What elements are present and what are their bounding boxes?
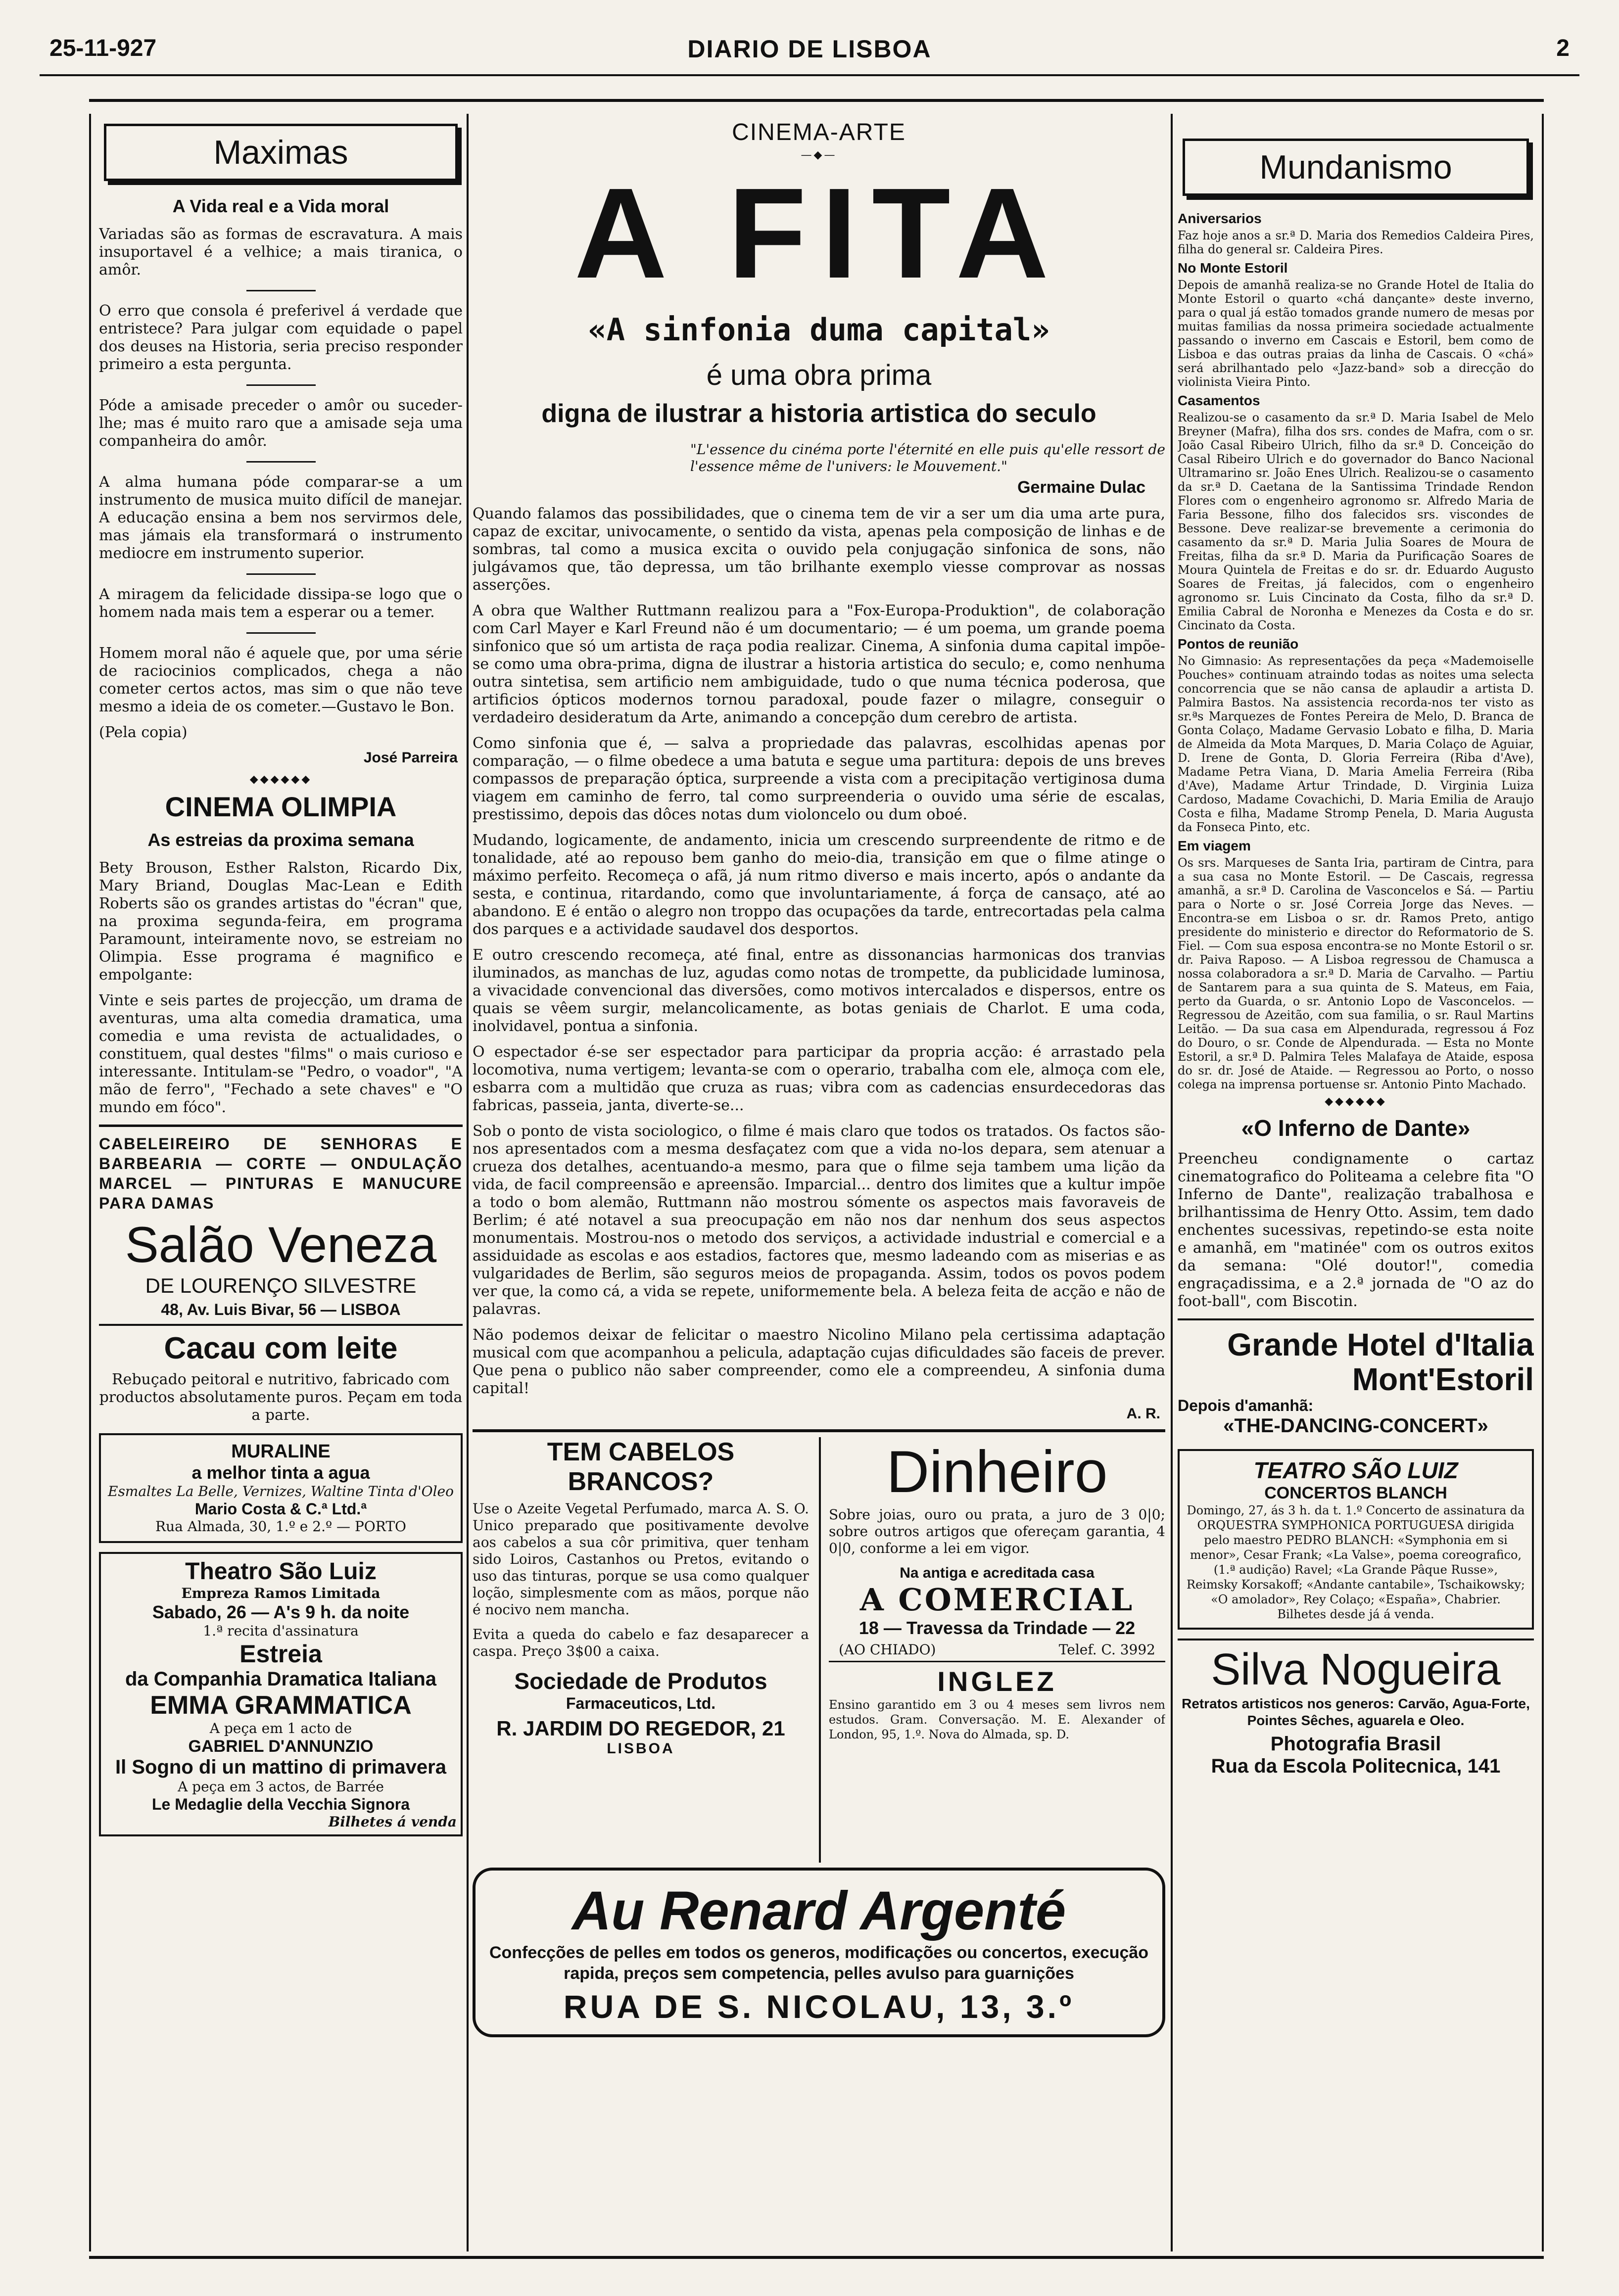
ad-ingles-text: Ensino garantido em 3 ou 4 meses sem livros nem estudos. Gram. Conversação. M. E. Alexander of London, 95, 1.º. Nova do Almada, sp. D. bbox=[829, 1698, 1165, 1741]
ad-theatro-line: GABRIEL D'ANNUNZIO bbox=[188, 1737, 374, 1756]
ad-theatro-line: da Companhia Dramatica Italiana bbox=[125, 1668, 437, 1690]
ad-theatro-line: A peça em 3 actos, de Barrée bbox=[178, 1779, 384, 1795]
maxima-paragraph: A miragem da felicidade dissipa-se logo que o homem nada mais tem a esperar ou a temer. bbox=[99, 586, 463, 621]
ad-dinheiro-phone: Telef. C. 3992 bbox=[1058, 1641, 1155, 1658]
frame-right-rule bbox=[1542, 114, 1544, 2251]
ad-cabelos-company: Sociedade de Produtos bbox=[514, 1668, 767, 1694]
section-heading: Casamentos bbox=[1178, 393, 1260, 408]
ornament: ◆◆◆◆◆◆ bbox=[1325, 1095, 1387, 1108]
left-column bbox=[99, 114, 463, 2251]
ad-cabelos-title: TEM CABELOS BRANCOS? bbox=[547, 1438, 735, 1496]
section-text: No Gimnasio: As representações da peça «Mademoiselle Pouches» continuam atraindo todas as noites uma selecta concorrencia que se não cansa de aplaudir a artista D. Palmira Bastos. Na assistencia recorda-nos ter visto as sr.ªs Marquezes de Fontes Pereira de Melo, D. Branca de Gonta Colaço, Madame Gervasio Lobato e filha, D. Maria de Almeida da Mota Marques, D. Maria Colaço de Aguiar, D. Irene de Gonta, D. Gloria Ferreira (Riba d'Ave), Madame Petra Viana, D. Maria Amelia Ferreira (Riba d'Ave), Madame Artur Trindade, D. Virginia Luiza Cardoso, Madame Covachichi, D. Maria Emilia de Araujo Costa e filha, Madame Stromp Penela, D. Maria Augusta da Fonseca Pinto, etc. bbox=[1178, 654, 1534, 834]
ad-hotel-title: Grande Hotel d'Italia bbox=[1227, 1327, 1534, 1362]
ad-theatro-line: EMMA GRAMMATICA bbox=[150, 1691, 412, 1720]
ad-theatro-line: Estreia bbox=[239, 1640, 322, 1668]
page-number: 2 bbox=[1556, 35, 1570, 61]
separator-rule bbox=[1178, 1318, 1534, 1320]
main-headline: A FITA bbox=[574, 162, 1064, 305]
headline-deck: é uma obra prima bbox=[706, 359, 932, 391]
article-paragraph: Como sinfonia que é, — salva a propriedade das palavras, escolhidas apenas por comparação, — o filme obedece a uma batuta e segue uma partitura: depois de uns breves compassos de preparação óptica, surpreende a vista com a precipitação vertiginosa duma viagem em caminho de ferro, tal como surpreenderia o ouvido uma série de escalas, prestissimo, depois das dôces notas dum violoncelo ou dum oboé. bbox=[473, 735, 1165, 823]
cinema-olimpia-subtitle: As estreias da proxima semana bbox=[147, 830, 414, 850]
ad-dinheiro-location: (AO CHIADO) bbox=[839, 1641, 936, 1658]
ad-renard-title: Au Renard Argenté bbox=[571, 1880, 1066, 1941]
article-signature: A. R. bbox=[1126, 1406, 1160, 1422]
separator bbox=[246, 632, 316, 634]
separator-rule bbox=[99, 1324, 463, 1326]
maxima-paragraph: O erro que consola é preferivel á verdade que entristece? Para julgar com equidade o papel dos deuses na Historia, seria preciso responder primeiro a esta pergunta. bbox=[99, 302, 463, 373]
article-paragraph: Mudando, logicamente, de andamento, inicia um crescendo surpreendente de ritmo e de tonalidade, até ao repouso bem ganho do meio-dia, transição em que o filme atinge o máximo perfeito. Recomeça o afã, já num ritmo diverso e mais incerto, após o andante da sesta, e continua, ritardando, como que involuntariamente, á força de cansaço, até ao abandono. E é então o alegro non troppo das ocupações da tarde, entrecortadas pela calma dos parques e a actividade saudavel dos desportos. bbox=[473, 832, 1165, 938]
separator-rule bbox=[829, 1661, 1165, 1662]
ad-theatro-line: Empreza Ramos Limitada bbox=[181, 1585, 381, 1601]
ad-cabelos-text: Evita a queda do cabelo e faz desaparecer a caspa. Preço 3$00 a caixa. bbox=[473, 1626, 809, 1659]
separator-rule bbox=[473, 1429, 1165, 1432]
headline-deck: «A sinfonia duma capital» bbox=[588, 312, 1050, 348]
ad-dinheiro-address: 18 — Travessa da Trindade — 22 bbox=[858, 1618, 1136, 1638]
maxima-paragraph: (Pela copia) bbox=[99, 724, 188, 741]
ad-dinheiro-title: Dinheiro bbox=[886, 1439, 1108, 1505]
ad-teatro-subtitle: CONCERTOS BLANCH bbox=[1264, 1484, 1447, 1502]
ad-silva-text: Retratos artisticos nos generos: Carvão, Agua-Forte, Pointes Sêches, aguarela e Oleo. bbox=[1182, 1696, 1530, 1728]
ad-cabeleireiro: CABELEIREIRO DE SENHORAS E BARBEARIA — CORTE — ONDULAÇÃO MARCEL — PINTURAS E MANUCURE PARA DAMAS bbox=[99, 1135, 463, 1212]
maximas-signature: José Parreira bbox=[363, 750, 458, 766]
masthead-bar bbox=[40, 35, 1579, 69]
maximas-subtitle: A Vida real e a Vida moral bbox=[172, 196, 389, 216]
header-rule bbox=[40, 74, 1579, 76]
ad-cacau-text: Rebuçado peitoral e nutritivo, fabricado com productos absolutamente puros. Peçam em toda a parte. bbox=[99, 1371, 463, 1424]
separator bbox=[246, 384, 316, 386]
ad-silva-studio: Photografia Brasil bbox=[1270, 1733, 1441, 1755]
ad-salao-veneza-title: Salão Veneza bbox=[125, 1217, 437, 1273]
maxima-paragraph: A alma humana póde comparar-se a um instrumento de musica muito difícil de manejar. A educação ensina a bem nos servirmos dele, mas jámais ela transformará o instrumento mediocre em instrumento superior. bbox=[99, 473, 463, 562]
ad-cabelos bbox=[473, 1437, 809, 1863]
ad-cabelos-city: LISBOA bbox=[607, 1740, 675, 1757]
ad-hotel-title: Mont'Estoril bbox=[1352, 1361, 1534, 1397]
ad-theatro-line: Sabado, 26 — A's 9 h. da noite bbox=[152, 1602, 410, 1622]
ad-dinheiro bbox=[829, 1437, 1165, 1863]
issue-date: 25-11-927 bbox=[49, 35, 157, 61]
ad-theatro-line: Bilhetes á venda bbox=[328, 1814, 457, 1830]
ad-salao-veneza-owner: DE LOURENÇO SILVESTRE bbox=[145, 1274, 417, 1297]
ad-salao-veneza-address: 48, Av. Luis Bivar, 56 — LISBOA bbox=[161, 1301, 401, 1318]
ad-muraline-line: a melhor tinta a agua bbox=[191, 1462, 370, 1483]
ad-ingles-title: INGLEZ bbox=[937, 1666, 1057, 1697]
cinema-olimpia-title: CINEMA OLIMPIA bbox=[165, 791, 397, 822]
ornament: —◆— bbox=[801, 149, 837, 161]
article-paragraph: Sob o ponto de vista sociologico, o filme é mais claro que todos os tratados. Os factos são-nos apresentados com a mesma desfaçatez com que a vida no-los depara, sem atenuar a crueza dos detalhes, acentuando-a mesmo, para que o filme seja tambem uma lição da vida, de facil compreensão e apreensão. Imparcial... dentro dos limites que a kultur impõe a todo o bom alemão, Ruttmann não mostrou sómente os aspectos mais favoraveis de Berlim; é até notavel a sua preocupação em não nos dar nenhum dos seus aspectos monumentais. Mostrou-nos o metodo dos serviços, a actividade industrial e comercial e a assiduidade as escolas e aos estadios, factores que, mesmo ladeando com as miserias e as vulgaridades de Berlim, são seguros meios de propaganda. Assim, todos os povos podem ver que, la como cá, a vida se repete, uniformemente bela. A beleza feita de acção e não de palavras. bbox=[473, 1123, 1165, 1318]
ad-theatro-title: Theatro São Luiz bbox=[185, 1558, 377, 1585]
separator-rule bbox=[1178, 1639, 1534, 1640]
ad-dinheiro-text: Sobre joias, ouro ou prata, a juro de 3 0|0; sobre outros artigos que ofereçam garantia, 4 0|0, conforme a lei em vigor. bbox=[829, 1506, 1165, 1556]
ad-theatro-line: Le Medaglie della Vecchia Signora bbox=[151, 1795, 410, 1813]
maximas-title: Maximas bbox=[104, 124, 458, 181]
maxima-paragraph: Homem moral não é aquele que, por uma série de raciocinios complicados, chega a não cometer certos actos, mas sim o que não teve mesmo a ideia de os cometer.—Gustavo le Bon. bbox=[99, 645, 463, 715]
separator bbox=[246, 461, 316, 463]
ad-renard-argente bbox=[473, 1868, 1165, 2037]
ad-renard-text: Confecções de pelles em todos os generos, modificações ou concertos, execução rapida, preços sem competencia, pelles avulso para guarnições bbox=[489, 1943, 1149, 1983]
ad-dinheiro-line: Na antiga e acreditada casa bbox=[900, 1565, 1095, 1581]
ad-muraline-title: MURALINE bbox=[231, 1441, 331, 1462]
ad-muraline-line: Mario Costa & C.ª Ltd.ª bbox=[194, 1500, 367, 1518]
section-text: Faz hoje anos a sr.ª D. Maria dos Remedios Caldeira Pires, filha do general sr. Caldeira Pires. bbox=[1178, 229, 1534, 256]
mundanismo-title: Mundanismo bbox=[1183, 139, 1529, 196]
section-text: Realizou-se o casamento da sr.ª D. Maria Isabel de Melo Breyner (Mafra), filha dos srs. condes de Mafra, com o sr. João Casal Ribeiro Ulrich, filho da sr.ª D. Conceição do Casal Ribeiro Ulrich e do governador do Banco Nacional Ultramarino sr. João Enes Ulrich. Realizou-se o casamento da sr.ª D. Caetana de la Santissima Trindade Rendon Flores com o engenheiro agronomo sr. Alfredo Maria de Faria Bessone, filho dos falecidos srs. viscondes de Bessone. Deve realizar-se brevemente a cerimonia do casamento da sr.ª D. Maria Julia Soares de Moura de Freitas, filha da sr.ª D. Maria da Purificação Soares de Moura Quintela de Freitas e do sr. dr. Eduardo Augusto Soares de Freitas, já falecidos, com o engenheiro agronomo sr. Luis Cincinato da Costa, filho da sr.ª D. Emilia Cabral de Noronha e Menezes da Costa e do sr. Cincinato da Costa. bbox=[1178, 411, 1534, 632]
frame-bottom-rule bbox=[89, 2256, 1544, 2259]
ad-theatro-sao-luiz bbox=[99, 1552, 463, 1836]
ad-silva-nogueira-title: Silva Nogueira bbox=[1211, 1645, 1501, 1694]
section-heading: No Monte Estoril bbox=[1178, 260, 1288, 276]
ornament: ◆◆◆◆◆◆ bbox=[249, 773, 312, 786]
ad-silva-address: Rua da Escola Politecnica, 141 bbox=[1211, 1755, 1501, 1777]
ad-muraline bbox=[99, 1433, 463, 1543]
epigraph-quote: "L'essence du cinéma porte l'éternité en elle puis qu'elle ressort de l'essence même de l'univers: le Mouvement." bbox=[690, 441, 1165, 474]
column-rule-1 bbox=[467, 114, 469, 2251]
cinema-paragraph: Bety Brouson, Esther Ralston, Ricardo Dix, Mary Briand, Douglas Mac-Lean e Edith Roberts são os grandes artistas do "écran" que, na proxima segunda-feira, em programa Paramount, inteiramente novo, se estreiam no Olimpia. Esse programa é magnifico e empolgante: bbox=[99, 859, 463, 984]
article-paragraph: E outro crescendo recomeça, até final, entre as dissonancias harmonicas dos tranvias iluminados, as manchas de luz, agudas como notas de trompette, da publicidade luminosa, a vivacidade convencional das diversões, como motivos intercalados e dispersos, entre os quais se vêem surgir, melancolicamente, as botas geniais de Charlot. E uma coda, inolvidavel, pontua a sinfonia. bbox=[473, 946, 1165, 1035]
inferno-title: «O Inferno de Dante» bbox=[1241, 1115, 1471, 1141]
ad-grande-hotel bbox=[1178, 1324, 1534, 1440]
ad-theatro-line: 1.ª recita d'assinatura bbox=[203, 1623, 359, 1639]
ad-dinheiro-name: A COMERCIAL bbox=[859, 1582, 1135, 1618]
column-rule-2 bbox=[1171, 114, 1173, 2251]
inferno-text: Preencheu condignamente o cartaz cinematografico do Politeama a celebre fita "O Inferno de Dante", realização trabalhosa e brilhantissima de Henry Otto. Assim, tem dado enchentes sucessivas, repetindo-se esta noite e amanhã, em "matinée" com os outros exitos da semana: "Olé doutor!", comedia engraçadissima, e a 2.ª jornada de "O az do foot-ball", com Biscotin. bbox=[1178, 1150, 1534, 1310]
section-text: Depois de amanhã realiza-se no Grande Hotel de Italia do Monte Estoril o quarto «chá dançante» deste inverno, para o qual já estão tomados grande numero de mesas por muitas familias da nossa primeira sociedade actualmente passando o inverno em Cascais e Estoril, bem como de Lisboa e das outras praias da linha de Cascais. O «chá» será abrilhantado pelo «Jazz-band» sob a direcção do violinista Vieira Pinto. bbox=[1178, 278, 1534, 389]
ad-muraline-line: Esmaltes La Belle, Vernizes, Waltine Tinta d'Oleo bbox=[108, 1483, 454, 1499]
section-text: Os srs. Marqueses de Santa Iria, partiram de Cintra, para a sua casa no Monte Estoril. — De Cascais, regressa amanhã, a sr.ª D. Carolina de Vasconcelos e Sá. — Partiu para o Norte o sr. José Correia Jorge das Neves. — Encontra-se em Lisboa o sr. dr. Ramos Preto, antigo presidente do ministerio e director do Reformatorio de S. Fiel. — Com sua esposa encontra-se no Monte Estoril o sr. dr. Paiva Raposo. — A Lisboa regressou de Chamusca a nossa colaboradora a sr.ª D. Maria de Carvalho. — Partiu de Santarem para a sua quinta de S. Mateus, em Faia, perto da Guarda, o sr. Antonio Lopo de Vasconcelos. — Regressou de Azeitão, com sua familia, o sr. Raul Martins Leitão. — Da sua casa em Alpendurada, regressou á Foz do Douro, o sr. Conde de Alpendurada. — Esta no Monte Estoril, a sr.ª D. Palmira Teles Malafaya de Ataide, esposa do sr. dr. José de Ataide. — Regressou ao Porto, o nosso colega na imprensa portuense sr. Antonio Pinto Machado. bbox=[1178, 856, 1534, 1091]
frame-top-rule bbox=[89, 99, 1544, 102]
section-heading: Pontos de reunião bbox=[1178, 636, 1299, 652]
ad-cacau-title: Cacau com leite bbox=[164, 1331, 398, 1365]
ad-divider bbox=[819, 1437, 821, 1863]
ad-cabelos-text: Use o Azeite Vegetal Perfumado, marca A. S. O. Unico preparado que positivamente devolve aos cabelos a sua côr primitiva, quer tenham sido Loiros, Castanhos ou Pretos, evitando o uso das tinturas, porque se usa como qualquer loção, simplesmente com as mãos, porque não é nocivo nem mancha. bbox=[473, 1500, 809, 1618]
ad-muraline-line: Rua Almada, 30, 1.º e 2.º — PORTO bbox=[155, 1518, 406, 1535]
article-paragraph: O espectador é-se ser espectador para participar da propria acção: é arrastado pela locomotiva, numa vertigem; levanta-se com o operario, trabalha com ele, almoça com ele, esbarra com a multidão que cruza as ruas; vibra com as cadencias ensurdecedoras das fabricas, passeia, janta, diverte-se... bbox=[473, 1043, 1165, 1114]
article-paragraph: Quando falamos das possibilidades, que o cinema tem de vir a ser um dia uma arte pura, capaz de excitar, univocamente, o sentido da vista, apenas pela composição de linhas e de sombras, tal como a musica excita o ouvido pela conjugação sinfonica de sons, não julgávamos que, tão depressa, um tão brilhante exemplo viesse comprovar as nossas asserções. bbox=[473, 505, 1165, 594]
ad-cabelos-address: R. JARDIM DO REGEDOR, 21 bbox=[496, 1717, 785, 1740]
ad-teatro-text: Domingo, 27, ás 3 h. da t. 1.º Concerto de assinatura da ORQUESTRA SYMPHONICA PORTUGUESA dirigida pelo maestro PEDRO BLANCH: «Symphonia em si menor», Cesar Frank; «La Valse», poema coreografico, (1.ª audição) Ravel; «La Grande Pâque Russe», Reimsky Korsakoff; «Andante cantabile», Tschaikowsky; «O amolador», Rey Colaço; «España», Chabrier. Bilhetes desde já á venda. bbox=[1187, 1503, 1525, 1621]
epigraph-author: Germaine Dulac bbox=[1017, 478, 1145, 497]
ad-theatro-line: A peça em 1 acto de bbox=[209, 1720, 352, 1736]
ad-renard-address: RUA DE S. NICOLAU, 13, 3.º bbox=[563, 1988, 1075, 2025]
article-paragraph: A obra que Walther Ruttmann realizou para a "Fox-Europa-Produktion", de colaboração com Carl Mayer e Karl Freund não é um documentario; — é um poema, um grande poema sinfonico que só um artista de raça podia realizar. Cinema, A sinfonia duma capital impõe-se como uma obra-prima, digna de ilustrar a historia artistica do seculo; e, como nenhuma outra sintetisa, sem artificio nem ambiguidade, tudo o que numa técnica poderosa, que artificios ópticos modernos tornou paradoxal, poude fazer o milagre, conseguir o verdadeiro desideratum da Arte, animando a concepção dum cerebro de artista. bbox=[473, 602, 1165, 726]
ad-teatro-title: TEATRO SÃO LUIZ bbox=[1253, 1457, 1458, 1483]
newspaper-name: DIARIO DE LISBOA bbox=[687, 35, 932, 63]
ad-theatro-line: Il Sogno di un mattino di primavera bbox=[115, 1756, 446, 1778]
ad-hotel-line: Depois d'amanhã: bbox=[1178, 1397, 1314, 1414]
article-paragraph: Não podemos deixar de felicitar o maestro Nicolino Milano pela certissima adaptação musical com que acompanhou a pelicula, adaptação cujas dificuldades são faceis de prever. Que pena o publico não saber compreender, como ele a compreendeu, A sinfonia duma capital! bbox=[473, 1326, 1165, 1397]
separator bbox=[246, 290, 316, 291]
frame-left-rule bbox=[89, 114, 91, 2251]
ad-hotel-line: «THE-DANCING-CONCERT» bbox=[1223, 1415, 1488, 1437]
section-heading: Aniversarios bbox=[1178, 211, 1262, 226]
right-column bbox=[1178, 114, 1534, 2251]
ad-cabelos-company: Farmaceuticos, Ltd. bbox=[566, 1694, 716, 1712]
separator-rule bbox=[99, 1125, 463, 1127]
ad-dinheiro-contact bbox=[839, 1641, 1155, 1658]
maxima-paragraph: Póde a amisade preceder o amôr ou suceder-lhe; mas é muito raro que a amisade seja uma companheira do amôr. bbox=[99, 397, 463, 450]
section-heading: Em viagem bbox=[1178, 838, 1251, 853]
ad-teatro-sao-luiz bbox=[1178, 1449, 1534, 1630]
cinema-paragraph: Vinte e seis partes de projecção, um drama de aventuras, uma alta comedia dramatica, uma comedia e uma revista de actualidades, o constituem, qual destes "films" o mais curioso e interessante. Intitulam-se "Pedro, o voador", "A mão de ferro", "Fechado a sete chaves" e "O mundo em fóco". bbox=[99, 992, 463, 1116]
headline-deck: digna de ilustrar a historia artistica do seculo bbox=[541, 399, 1096, 428]
ads-row bbox=[473, 1437, 1165, 1868]
maxima-paragraph: Variadas são as formas de escravatura. A mais insuportavel é a velhice; a mais tiranica, o amôr. bbox=[99, 226, 463, 279]
separator bbox=[246, 573, 316, 575]
center-column bbox=[473, 114, 1165, 2251]
section-kicker: CINEMA-ARTE bbox=[732, 119, 906, 145]
